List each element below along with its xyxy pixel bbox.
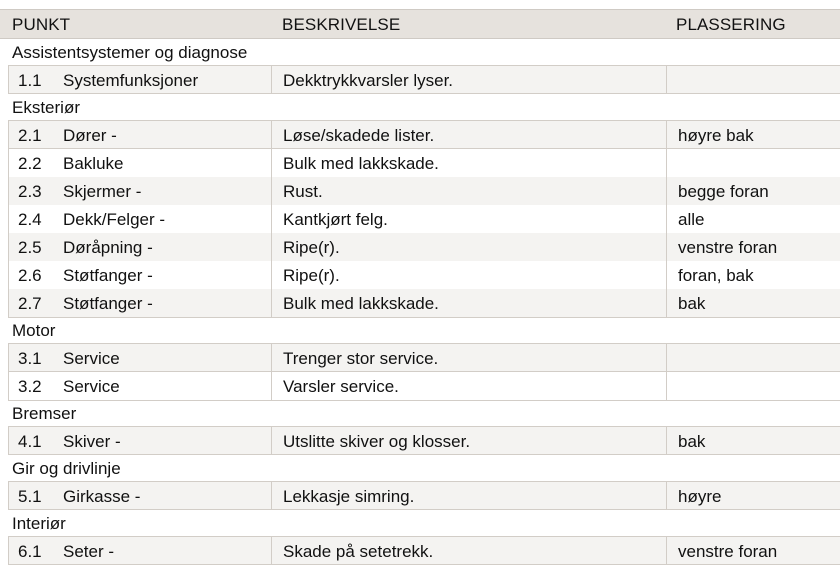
- table-header: [0, 9, 840, 39]
- beskrivelse-cell: [271, 427, 666, 454]
- item-number: 2.4: [18, 210, 42, 229]
- item-number: 3.1: [18, 349, 42, 368]
- section-title: Motor: [12, 321, 56, 340]
- plassering-cell: [666, 537, 840, 564]
- plassering-cell: [666, 205, 840, 233]
- plassering-cell: [666, 482, 840, 509]
- table-row: [8, 65, 840, 94]
- item-number: 2.2: [18, 154, 42, 173]
- item-name: Skiver -: [63, 432, 121, 451]
- beskrivelse-cell: [271, 344, 666, 371]
- header-punkt: PUNKT: [12, 15, 71, 34]
- table-row: [8, 261, 840, 290]
- punkt-cell: [9, 427, 271, 454]
- beskrivelse-cell: [271, 289, 666, 317]
- item-number: 2.5: [18, 238, 42, 257]
- beskrivelse-cell: [271, 233, 666, 261]
- item-description: Ripe(r).: [283, 266, 340, 285]
- item-name: Systemfunksjoner: [63, 71, 199, 90]
- section-title: Interiør: [12, 514, 66, 533]
- plassering-cell: [666, 372, 840, 400]
- item-name: Bakluke: [63, 154, 124, 173]
- header-plassering: PLASSERING: [676, 15, 786, 34]
- item-name: Dekk/Felger -: [63, 210, 166, 229]
- table-row: [8, 426, 840, 455]
- item-name: Girkasse -: [63, 487, 141, 506]
- plassering-cell: [666, 427, 840, 454]
- table-row: [8, 372, 840, 401]
- item-location: alle: [678, 210, 705, 229]
- item-number: 3.2: [18, 377, 42, 396]
- beskrivelse-cell: [271, 149, 666, 177]
- table-row: [8, 481, 840, 510]
- item-description: Løse/skadede lister.: [283, 126, 435, 145]
- item-description: Bulk med lakkskade.: [283, 294, 439, 313]
- table-row: [8, 120, 840, 149]
- item-number: 2.1: [18, 126, 42, 145]
- beskrivelse-cell: [271, 261, 666, 289]
- item-name: Seter -: [63, 542, 115, 561]
- beskrivelse-cell: [271, 205, 666, 233]
- section-title: Eksteriør: [12, 98, 80, 117]
- item-description: Bulk med lakkskade.: [283, 154, 439, 173]
- item-number: 2.6: [18, 266, 42, 285]
- plassering-cell: [666, 261, 840, 289]
- item-name: Service: [63, 377, 120, 396]
- item-number: 5.1: [18, 487, 42, 506]
- punkt-cell: [9, 289, 271, 317]
- item-number: 2.3: [18, 182, 42, 201]
- beskrivelse-cell: [271, 482, 666, 509]
- item-description: Utslitte skiver og klosser.: [283, 432, 471, 451]
- item-name: Støtfanger -: [63, 294, 153, 313]
- beskrivelse-cell: [271, 121, 666, 148]
- beskrivelse-cell: [271, 372, 666, 400]
- table-row: [8, 343, 840, 372]
- item-location: høyre bak: [678, 126, 754, 145]
- item-number: 1.1: [18, 71, 42, 90]
- item-number: 2.7: [18, 294, 42, 313]
- beskrivelse-cell: [271, 177, 666, 205]
- table-row: [8, 177, 840, 206]
- item-description: Dekktrykkvarsler lyser.: [283, 71, 454, 90]
- beskrivelse-cell: [271, 537, 666, 564]
- punkt-cell: [9, 261, 271, 289]
- item-description: Ripe(r).: [283, 238, 340, 257]
- item-location: bak: [678, 432, 706, 451]
- table-row: [8, 536, 840, 565]
- item-location: bak: [678, 294, 706, 313]
- plassering-cell: [666, 149, 840, 177]
- item-location: begge foran: [678, 182, 769, 201]
- plassering-cell: [666, 121, 840, 148]
- item-name: Døråpning -: [63, 238, 153, 257]
- item-location: venstre foran: [678, 238, 778, 257]
- section-title: Assistentsystemer og diagnose: [12, 43, 248, 62]
- item-name: Støtfanger -: [63, 266, 153, 285]
- header-beskrivelse: BESKRIVELSE: [282, 15, 401, 34]
- item-description: Varsler service.: [283, 377, 399, 396]
- item-location: høyre: [678, 487, 722, 506]
- section-title: Bremser: [12, 404, 77, 423]
- plassering-cell: [666, 344, 840, 371]
- item-description: Kantkjørt felg.: [283, 210, 388, 229]
- item-description: Trenger stor service.: [283, 349, 439, 368]
- table-row: [8, 205, 840, 234]
- beskrivelse-cell: [271, 66, 666, 93]
- item-description: Skade på setetrekk.: [283, 542, 434, 561]
- punkt-cell: [9, 205, 271, 233]
- punkt-cell: [9, 482, 271, 509]
- item-location: foran, bak: [678, 266, 754, 285]
- item-description: Lekkasje simring.: [283, 487, 415, 506]
- punkt-cell: [9, 177, 271, 205]
- punkt-cell: [9, 372, 271, 400]
- item-number: 4.1: [18, 432, 42, 451]
- table-row: [8, 233, 840, 262]
- punkt-cell: [9, 233, 271, 261]
- punkt-cell: [9, 344, 271, 371]
- plassering-cell: [666, 233, 840, 261]
- table-row: [8, 289, 840, 318]
- punkt-cell: [9, 537, 271, 564]
- table-row: [8, 149, 840, 178]
- plassering-cell: [666, 289, 840, 317]
- punkt-cell: [9, 66, 271, 93]
- item-name: Dører -: [63, 126, 117, 145]
- plassering-cell: [666, 177, 840, 205]
- item-name: Skjermer -: [63, 182, 142, 201]
- punkt-cell: [9, 149, 271, 177]
- item-number: 6.1: [18, 542, 42, 561]
- plassering-cell: [666, 66, 840, 93]
- item-name: Service: [63, 349, 120, 368]
- punkt-cell: [9, 121, 271, 148]
- section-title: Gir og drivlinje: [12, 459, 121, 478]
- item-location: venstre foran: [678, 542, 778, 561]
- item-description: Rust.: [283, 182, 323, 201]
